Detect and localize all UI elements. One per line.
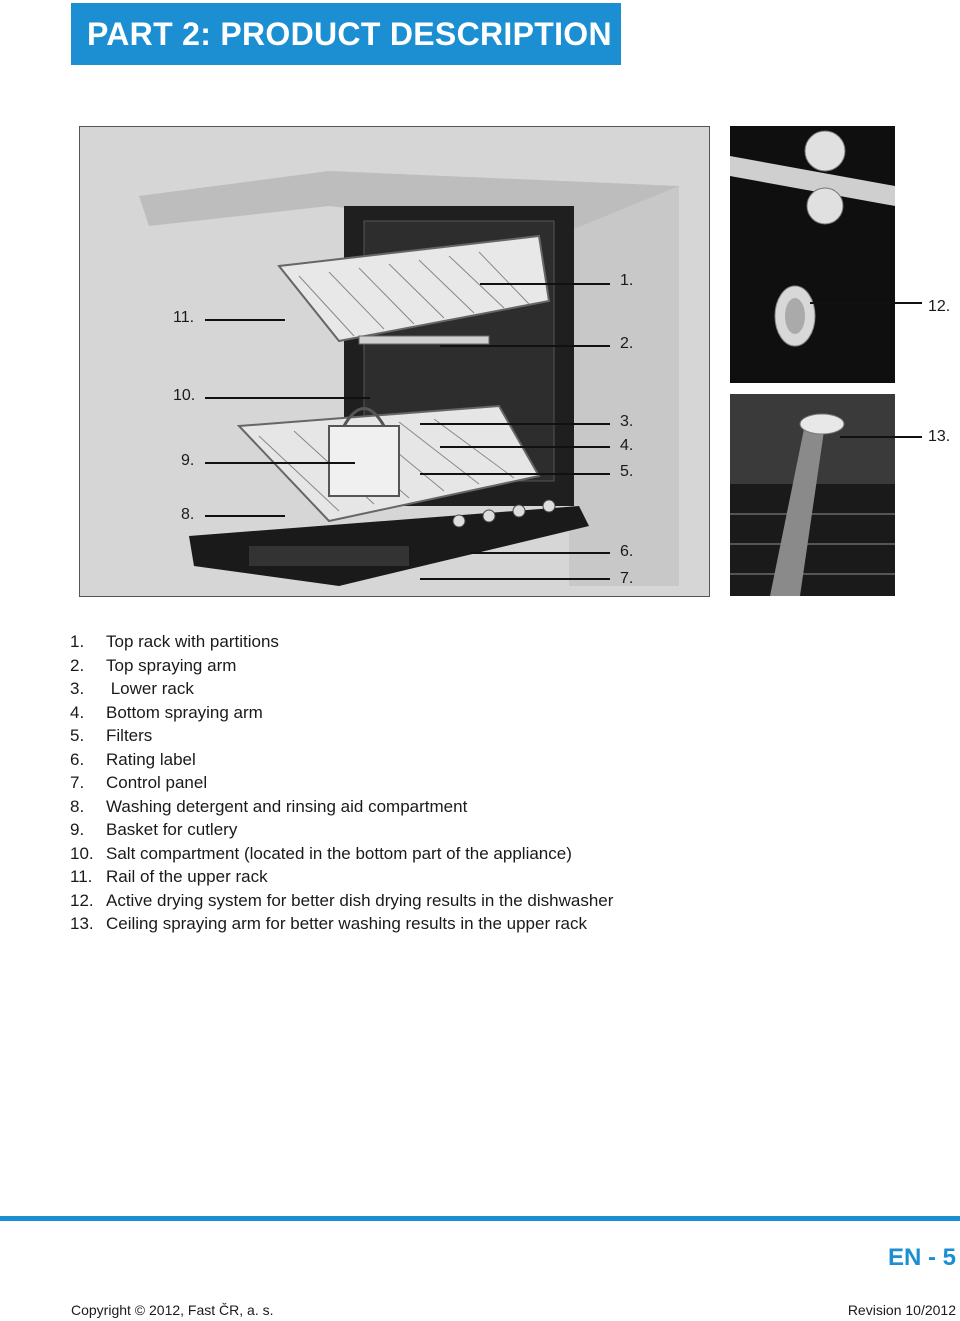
footer-divider (0, 1216, 960, 1221)
leader-line-11 (205, 319, 285, 321)
product-figure (0, 0, 960, 610)
list-item: 10. Salt compartment (located in the bottom part of the appliance) (70, 843, 572, 863)
callout-9: 9. (181, 452, 195, 469)
callout-6: 6. (620, 543, 634, 560)
ceiling-spray-arm-photo (730, 394, 895, 596)
leader-line-2 (440, 345, 610, 347)
active-drying-photo (730, 126, 895, 383)
list-item: 9. Basket for cutlery (70, 820, 238, 839)
leader-line-6 (470, 552, 610, 554)
leader-line-10 (205, 397, 370, 399)
revision-text: Revision 10/2012 (847, 1302, 956, 1318)
leader-line-7 (420, 578, 610, 580)
list-item: 12. Active drying system for better dish drying results in the dishwasher (70, 890, 614, 910)
leader-line-9 (205, 462, 355, 464)
page-number: EN - 5 (887, 1244, 956, 1271)
list-item: 8. Washing detergent and rinsing aid compartment (70, 796, 468, 816)
leader-line-4 (440, 446, 610, 448)
callout-4: 4. (620, 437, 634, 454)
leader-line-8 (205, 515, 285, 517)
list-item: 3. Lower rack (70, 679, 194, 698)
leader-line-13 (840, 436, 922, 438)
list-item: 2. Top spraying arm (70, 655, 237, 675)
dishwasher-illustration (79, 126, 710, 597)
list-item: 7. Control panel (70, 773, 208, 792)
section-title: PART 2: PRODUCT DESCRIPTION (87, 15, 612, 52)
list-item: 13. Ceiling spraying arm for better washing results in the upper rack (70, 914, 587, 933)
list-item: 6. Rating label (70, 749, 196, 769)
callout-2: 2. (620, 335, 634, 352)
list-item: 1. Top rack with partitions (70, 632, 279, 651)
list-item: 4. Bottom spraying arm (70, 702, 263, 722)
list-item: 11. Rail of the upper rack (70, 867, 268, 886)
copyright-text: Copyright © 2012, Fast ČR, a. s. (71, 1302, 274, 1318)
callout-3: 3. (620, 413, 634, 430)
list-item: 5. Filters (70, 726, 153, 745)
callout-11: 11. (173, 309, 195, 326)
callout-13: 13. (928, 428, 951, 445)
callout-12: 12. (928, 298, 951, 315)
callout-10: 10. (173, 387, 196, 404)
leader-line-1 (480, 283, 610, 285)
parts-list (70, 630, 613, 936)
leader-line-12 (810, 302, 922, 304)
callout-7: 7. (620, 570, 634, 587)
callout-1: 1. (620, 272, 634, 289)
leader-line-3 (420, 423, 610, 425)
leader-line-5 (420, 473, 610, 475)
callout-5: 5. (620, 463, 634, 480)
callout-8: 8. (181, 506, 195, 523)
